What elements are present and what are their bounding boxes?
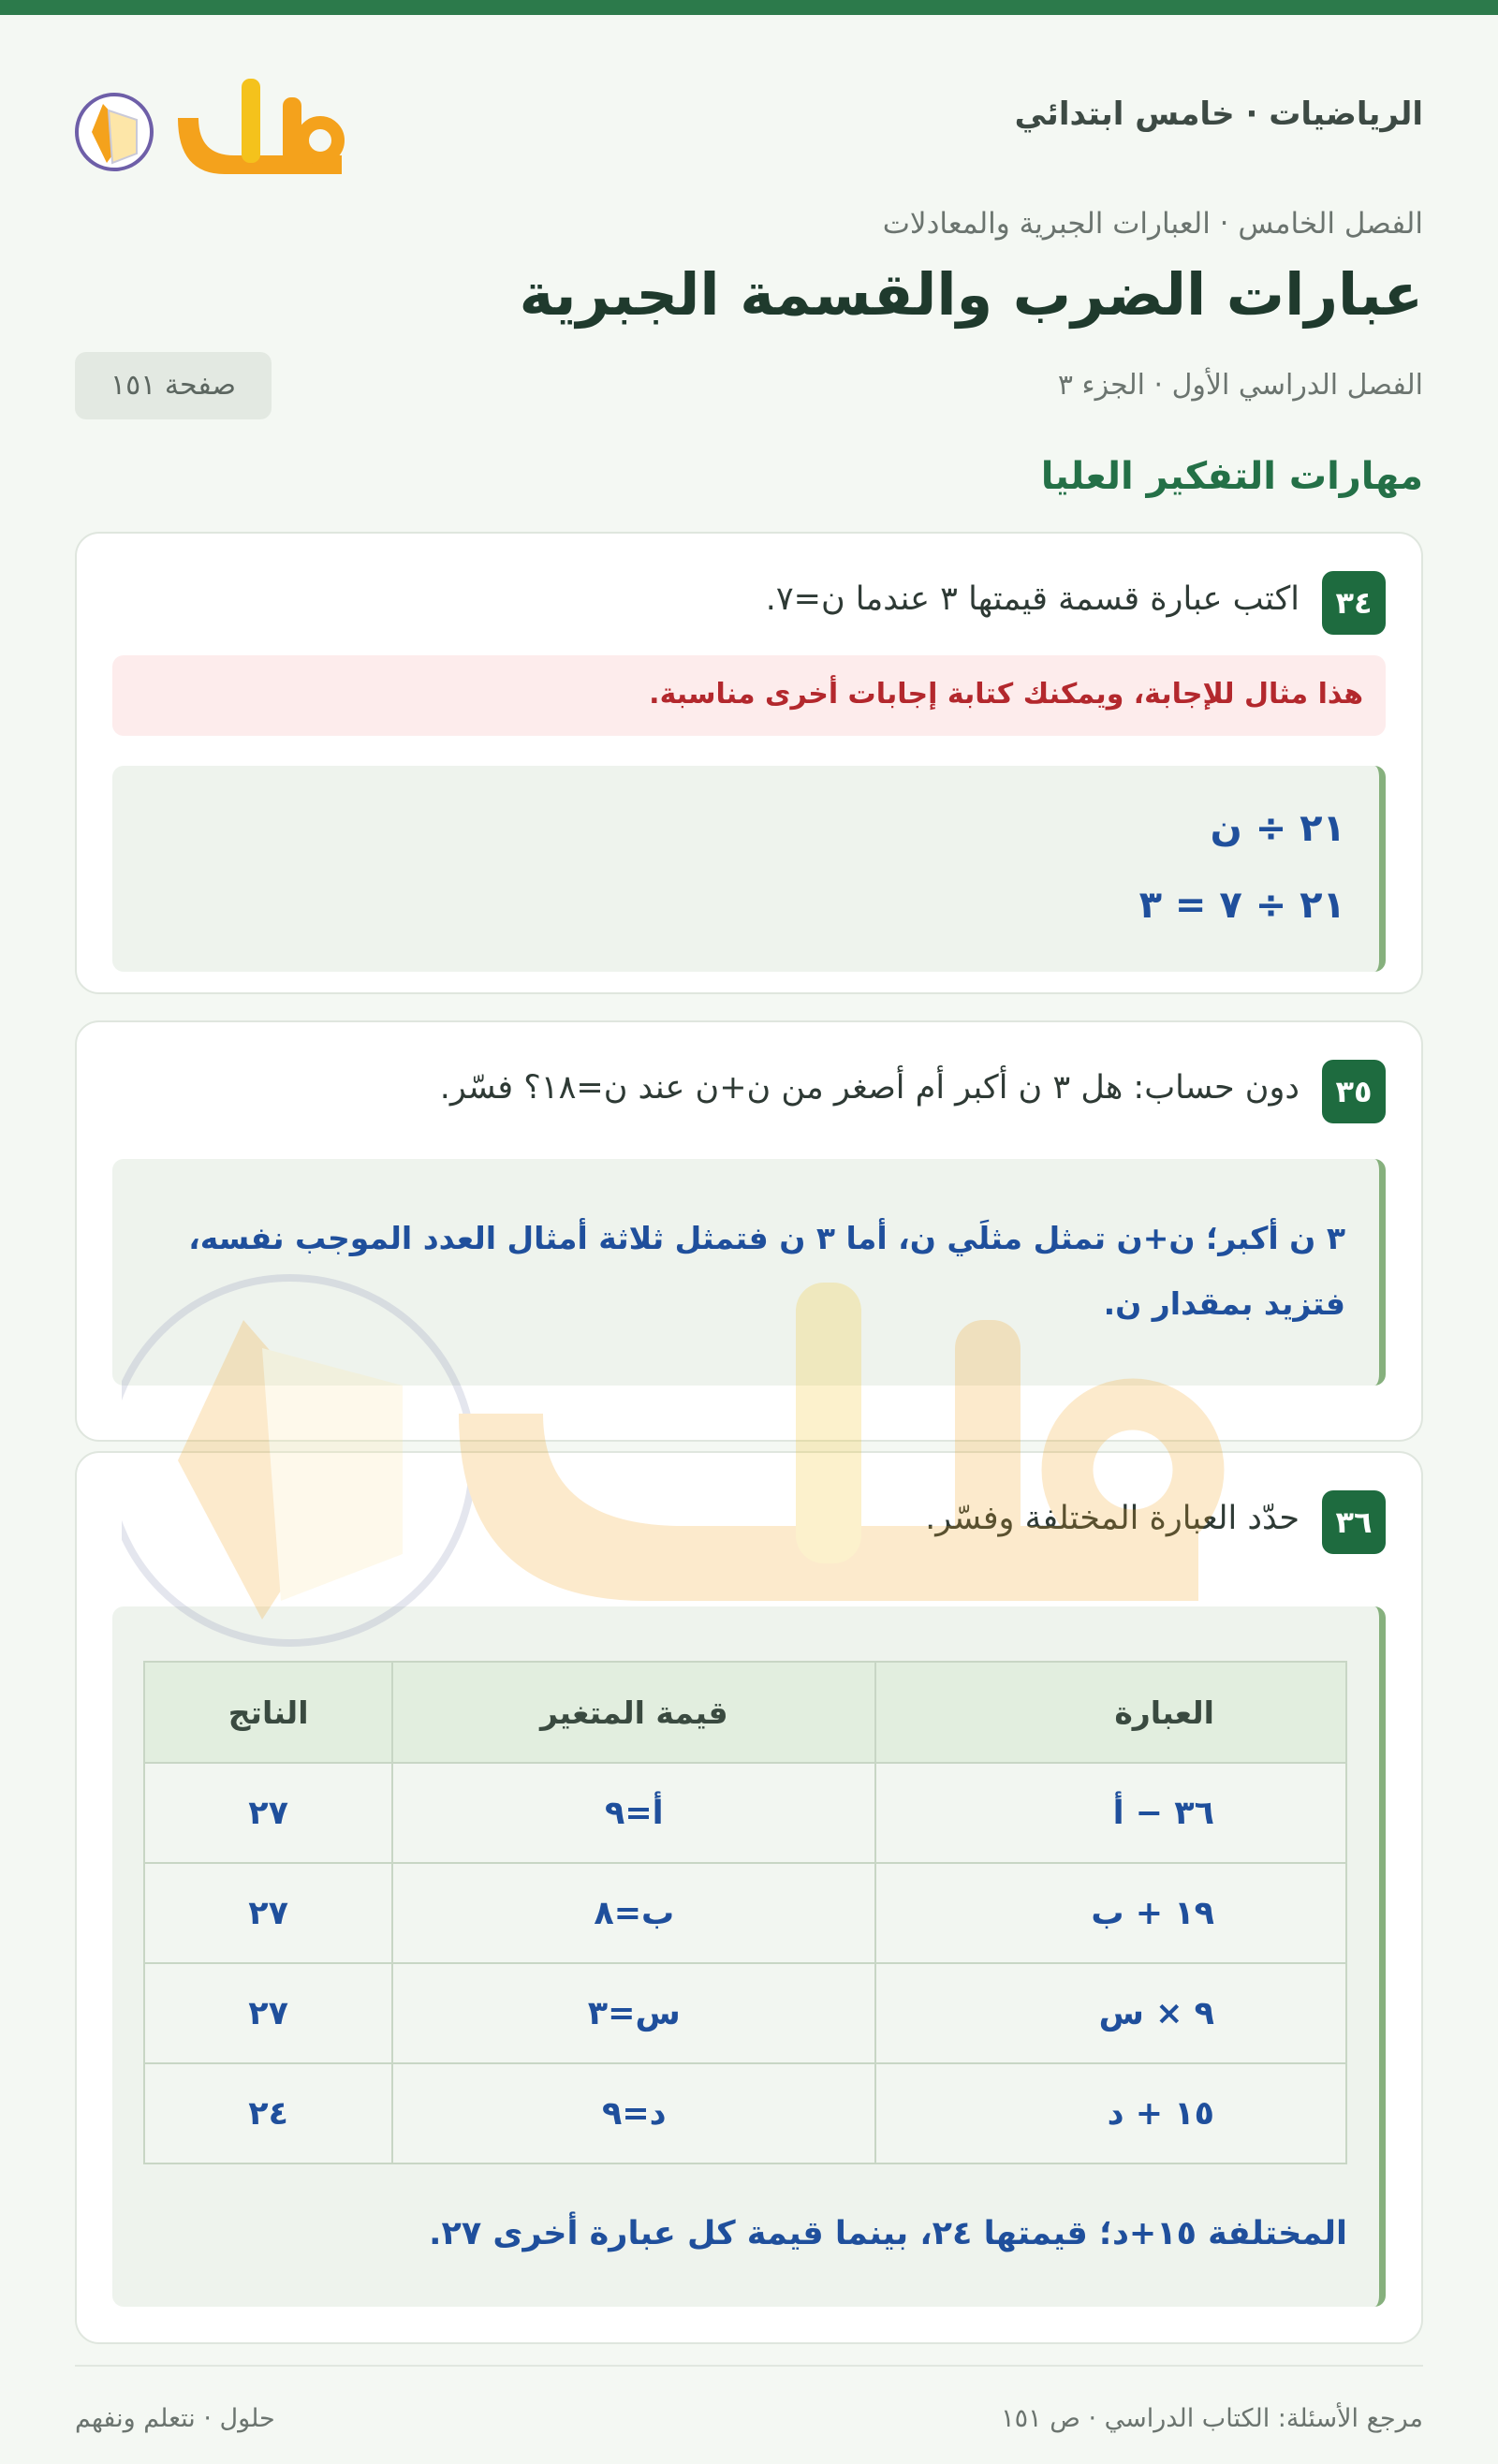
result-cell: ٢٤ [144,2063,392,2163]
question-card-35 [75,1020,1423,1442]
variable-cell: س=٣ [392,1963,875,2063]
breadcrumb: الفصل الخامس · العبارات الجبرية والمعادلات [882,207,1423,241]
table-header-row [144,1662,1346,1763]
question-text: اكتب عبارة قسمة قيمتها ٣ عندما ن=٧. [765,580,1300,618]
question-text: حدّد العبارة المختلفة وفسّر. [925,1500,1300,1537]
variable-cell: د=٩ [392,2063,875,2163]
expression-cell: ١٩ + ب [875,1863,1346,1963]
term-label: الفصل الدراسي الأول · الجزء ٣ [1057,369,1423,402]
answer-box [112,1159,1386,1386]
section-title: مهارات التفكير العليا [1040,455,1423,498]
table-row [144,1963,1346,2063]
expression-cell: ٣٦ − أ [875,1763,1346,1863]
variable-cell: أ=٩ [392,1763,875,1863]
column-header-result: الناتج [144,1662,392,1763]
answer-line: ٢١ ÷ ٧ = ٣ [1138,884,1345,927]
result-cell: ٢٧ [144,1963,392,2063]
answer-note-text: هذا مثال للإجابة، ويمكنك كتابة إجابات أخرى مناسبة. [649,678,1363,711]
answer-box [112,766,1386,972]
expression-cell: ٩ × س [875,1963,1346,2063]
expressions-table [143,1661,1347,2164]
answer-conclusion: المختلفة ١٥+د؛ قيمتها ٢٤، بينما قيمة كل عبارة أخرى ٢٧. [429,2215,1347,2252]
page-content [75,15,1423,2433]
footer-divider [75,2365,1423,2367]
column-header-expression: العبارة [875,1662,1346,1763]
page-number-badge: صفحة ١٥١ [75,352,272,419]
question-card-36 [75,1451,1423,2344]
answer-line: ٢١ ÷ ن [1210,807,1345,850]
table-row [144,1863,1346,1963]
top-accent-bar [0,0,1498,15]
result-cell: ٢٧ [144,1763,392,1863]
question-number-badge: ٣٤ [1322,571,1386,635]
halool-logo [75,62,356,202]
question-text: دون حساب: هل ٣ ن أكبر أم أصغر من ن+ن عند ن=١٨؟ فسّر. [439,1069,1300,1107]
answer-box [112,1606,1386,2307]
footer-brand: حلول · نتعلم ونفهم [75,2404,275,2433]
answer-note [112,655,1386,736]
question-card-34 [75,532,1423,994]
variable-cell: ب=٨ [392,1863,875,1963]
expression-cell: ١٥ + د [875,2063,1346,2163]
result-cell: ٢٧ [144,1863,392,1963]
column-header-variable: قيمة المتغير [392,1662,875,1763]
footer-reference: مرجع الأسئلة: الكتاب الدراسي · ص ١٥١ [1001,2404,1423,2433]
subject-label: الرياضيات · خامس ابتدائي [1014,95,1423,133]
table-row [144,1763,1346,1863]
question-number-badge: ٣٥ [1322,1060,1386,1123]
answer-paragraph: ٣ ن أكبر؛ ن+ن تمثل مثلَي ن، أما ٣ ن فتمثل ثلاثة أمثال العدد الموجب نفسه، فتزيد بمقدار ن. [188,1220,1345,1322]
lesson-title: عبارات الضرب والقسمة الجبرية [519,260,1423,329]
question-number-badge: ٣٦ [1322,1490,1386,1554]
table-row [144,2063,1346,2163]
page-header [75,15,1423,202]
